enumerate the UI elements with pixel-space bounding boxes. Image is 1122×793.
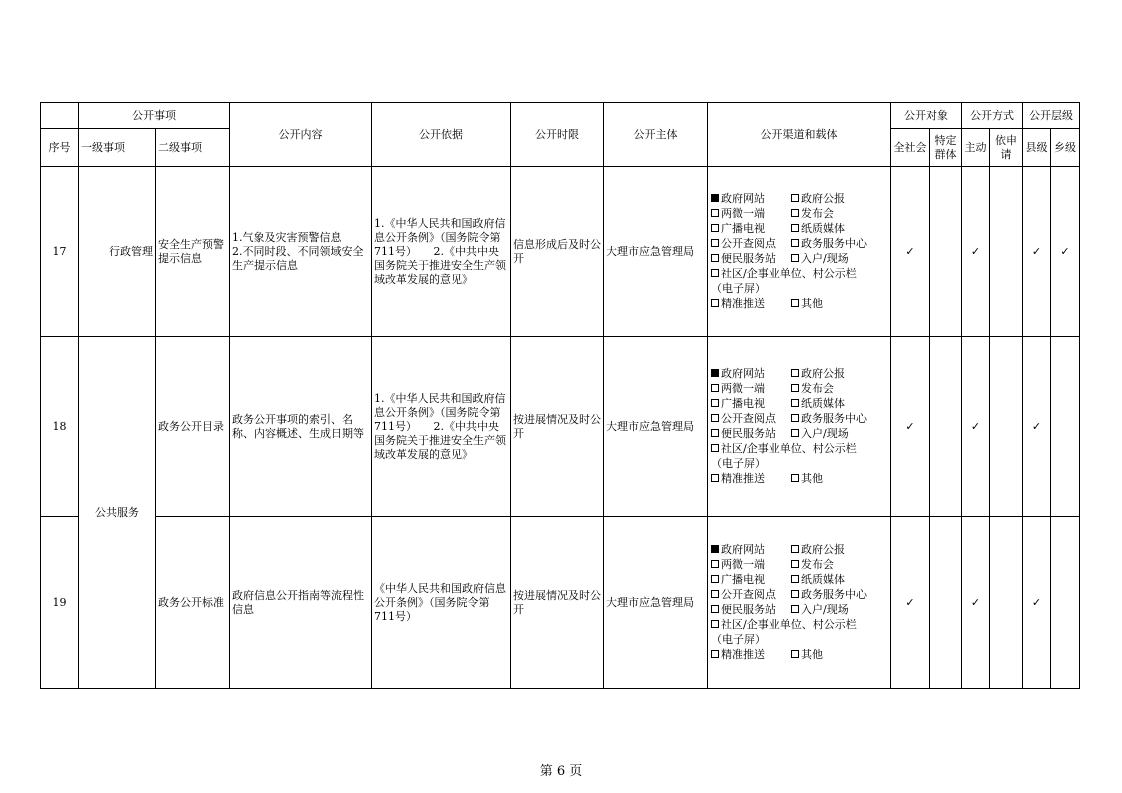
empty-cell [930,167,962,337]
disclosure-table [40,102,1080,689]
empty-checkbox-icon [711,429,719,437]
channel-item: 广播电视 [711,397,791,411]
empty-checkbox-icon [791,239,799,247]
empty-cell [1051,337,1080,517]
header-blank-corner [41,103,79,129]
channel-item: 便民服务站 [711,427,791,441]
empty-checkbox-icon [711,444,719,452]
header-yiji: 一级事项 [79,129,156,167]
empty-checkbox-icon [711,650,719,658]
header-qudao: 公开渠道和载体 [708,103,891,167]
empty-checkbox-icon [711,239,719,247]
empty-checkbox-icon [711,605,719,613]
filled-checkbox-icon [711,545,719,553]
channel-item: 社区/企事业单位、村公示栏 [711,442,887,456]
empty-checkbox-icon [711,269,719,277]
empty-checkbox-icon [711,254,719,262]
channels-cell [708,337,891,517]
empty-checkbox-icon [791,224,799,232]
filled-checkbox-icon [711,194,719,202]
empty-cell [990,167,1023,337]
channel-item: 纸质媒体 [791,573,887,587]
empty-checkbox-icon [711,414,719,422]
header-gongkai-shixiang: 公开事项 [79,103,230,129]
row-level2: 政务公开标准 [156,517,230,689]
channel-item: 精准推送 [711,472,791,486]
row-time-limit: 信息形成后及时公开 [511,167,604,337]
header-zhudong: 主动 [962,129,990,167]
empty-checkbox-icon [791,429,799,437]
empty-checkbox-icon [711,560,719,568]
channel-item: 便民服务站 [711,603,791,617]
channel-item: 两微一端 [711,558,791,572]
channel-item: 政府网站 [711,192,791,206]
row-subject: 大理市应急管理局 [604,517,708,689]
header-fangshi: 公开方式 [962,103,1023,129]
row-level2: 安全生产预警提示信息 [156,167,230,337]
empty-checkbox-icon [791,194,799,202]
channel-list [708,192,890,311]
row-number: 17 [41,167,79,337]
channel-item: 其他 [791,472,887,486]
empty-cell [1051,517,1080,689]
channel-item: 入户/现场 [791,427,887,441]
channel-list [708,367,890,486]
channel-item-note: （电子屏） [711,457,766,470]
header-erji: 二级事项 [156,129,230,167]
channels-cell [708,167,891,337]
empty-checkbox-icon [791,369,799,377]
row-number: 19 [41,517,79,689]
empty-checkbox-icon [791,650,799,658]
row-subject: 大理市应急管理局 [604,337,708,517]
channel-item: 政府公报 [791,543,887,557]
row-subject: 大理市应急管理局 [604,167,708,337]
channel-item: 发布会 [791,382,887,396]
channel-item: 纸质媒体 [791,397,887,411]
channel-item: 入户/现场 [791,252,887,266]
channel-item: 广播电视 [711,222,791,236]
header-xuhao: 序号 [41,129,79,167]
channel-item: 政府公报 [791,192,887,206]
check-icon: ✓ [962,337,990,517]
empty-checkbox-icon [711,590,719,598]
empty-checkbox-icon [791,254,799,262]
channel-item: 发布会 [791,558,887,572]
channel-item: 其他 [791,297,887,311]
check-icon: ✓ [891,337,930,517]
table-row [41,517,1080,689]
empty-checkbox-icon [711,474,719,482]
row-content: 政府信息公开指南等流程性信息 [230,517,372,689]
empty-checkbox-icon [711,299,719,307]
channel-item: 入户/现场 [791,603,887,617]
header-cengji: 公开层级 [1023,103,1080,129]
channel-item: 政务服务中心 [791,588,887,602]
header-zhuti: 公开主体 [604,103,708,167]
channel-item: 政务服务中心 [791,237,887,251]
row-time-limit: 按进展情况及时公开 [511,337,604,517]
check-icon: ✓ [1023,337,1051,517]
channel-item: 政府公报 [791,367,887,381]
table-row [41,337,1080,517]
filled-checkbox-icon [711,369,719,377]
empty-checkbox-icon [711,209,719,217]
channel-item: 公开查阅点 [711,588,791,602]
empty-checkbox-icon [791,474,799,482]
row-level2: 政务公开目录 [156,337,230,517]
channel-item: 公开查阅点 [711,237,791,251]
row-content: 政务公开事项的索引、名称、内容概述、生成日期等 [230,337,372,517]
channel-item: 发布会 [791,207,887,221]
header-yiju: 公开依据 [372,103,511,167]
channel-item: 政府网站 [711,543,791,557]
empty-cell [930,337,962,517]
channel-item: 便民服务站 [711,252,791,266]
row-content: 1.气象及灾害预警信息 2.不同时段、不同领域安全生产提示信息 [230,167,372,337]
row-basis: 《中华人民共和国政府信息公开条例》（国务院令第711号） [372,517,511,689]
empty-cell [930,517,962,689]
empty-checkbox-icon [791,399,799,407]
channel-item: 两微一端 [711,382,791,396]
empty-checkbox-icon [791,605,799,613]
header-shixian: 公开时限 [511,103,604,167]
empty-checkbox-icon [791,209,799,217]
row-level1-merged: 公共服务 [79,337,156,689]
channel-list [708,543,890,662]
empty-checkbox-icon [791,299,799,307]
channel-item: 纸质媒体 [791,222,887,236]
header-quanshehui: 全社会 [891,129,930,167]
header-duixiang: 公开对象 [891,103,962,129]
row-basis: 1.《中华人民共和国政府信息公开条例》（国务院令第711号） 2.《中共中央 国务院关于推进安全生产领域改革发展的意见》 [372,167,511,337]
empty-checkbox-icon [791,414,799,422]
empty-cell [990,517,1023,689]
table-row [41,167,1080,337]
check-icon: ✓ [962,167,990,337]
check-icon: ✓ [1051,167,1080,337]
channel-item-note: （电子屏） [711,633,766,646]
check-icon: ✓ [962,517,990,689]
empty-checkbox-icon [711,224,719,232]
empty-checkbox-icon [711,399,719,407]
channel-item: 政务服务中心 [791,412,887,426]
header-yishenqing: 依申请 [990,129,1023,167]
empty-checkbox-icon [791,560,799,568]
empty-cell [990,337,1023,517]
empty-checkbox-icon [711,575,719,583]
header-teding: 特定群体 [930,129,962,167]
channel-item: 其他 [791,648,887,662]
channels-cell [708,517,891,689]
channel-item: 政府网站 [711,367,791,381]
check-icon: ✓ [891,517,930,689]
channel-item: 两微一端 [711,207,791,221]
channel-item: 社区/企事业单位、村公示栏 [711,618,887,632]
row-level1: 行政管理 [79,167,156,337]
check-icon: ✓ [891,167,930,337]
channel-item: 公开查阅点 [711,412,791,426]
row-time-limit: 按进展情况及时公开 [511,517,604,689]
header-xianji: 县级 [1023,129,1051,167]
page-number: 第 6 页 [539,764,583,779]
empty-checkbox-icon [791,575,799,583]
empty-checkbox-icon [791,545,799,553]
check-icon: ✓ [1023,517,1051,689]
header-neirong: 公开内容 [230,103,372,167]
row-basis: 1.《中华人民共和国政府信息公开条例》（国务院令第711号） 2.《中共中央 国务院关于推进安全生产领域改革发展的意见》 [372,337,511,517]
row-number: 18 [41,337,79,517]
empty-checkbox-icon [791,590,799,598]
header-xiangji: 乡级 [1051,129,1080,167]
empty-checkbox-icon [711,384,719,392]
check-icon: ✓ [1023,167,1051,337]
empty-checkbox-icon [711,620,719,628]
channel-item: 广播电视 [711,573,791,587]
channel-item: 精准推送 [711,297,791,311]
empty-checkbox-icon [791,384,799,392]
channel-item: 社区/企事业单位、村公示栏 [711,267,887,281]
channel-item: 精准推送 [711,648,791,662]
channel-item-note: （电子屏） [711,282,766,295]
